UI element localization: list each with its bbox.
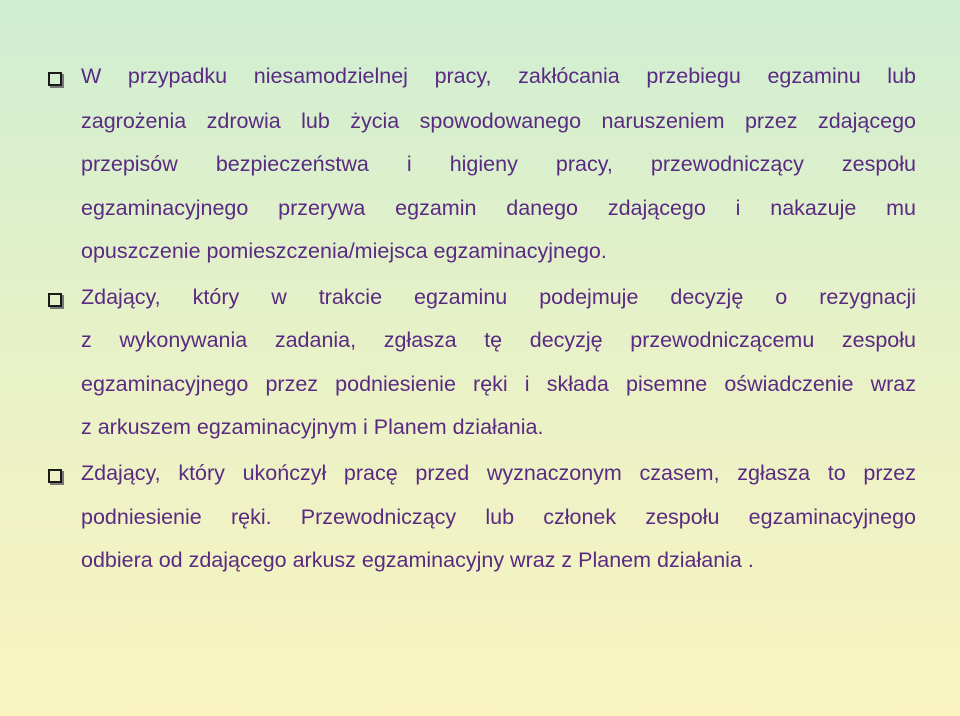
bullet-3-line-1: Zdający, który ukończył pracę przed wyznaczonym czasem, zgłasza to przez [81, 461, 916, 485]
bullet-1-line-5: opuszczenie pomieszczenia/miejsca egzaminacyjnego. [81, 239, 607, 263]
bullet-2-line-4: z arkuszem egzaminacyjnym i Planem działania. [81, 415, 544, 439]
bullet-2-line-1: Zdający, który w trakcie egzaminu podejmuje decyzję o rezygnacji [81, 285, 916, 309]
bullet-3-line-3: odbiera od zdającego arkusz egzaminacyjny wraz z Planem działania . [81, 548, 754, 572]
bullet-3-line-2: podniesienie ręki. Przewodniczący lub członek zespołu egzaminacyjnego [81, 505, 916, 529]
bullet-1-line-1: W przypadku niesamodzielnej pracy, zakłócania przebiegu egzaminu lub [81, 64, 916, 88]
bullet-1-line-4: egzaminacyjnego przerywa egzamin danego zdającego i nakazuje mu [81, 196, 916, 220]
checkbox-bullet-icon [48, 469, 62, 483]
checkbox-bullet-icon [48, 293, 62, 307]
bullet-1-line-2: zagrożenia zdrowia lub życia spowodowanego naruszeniem przez zdającego [81, 109, 916, 133]
bullet-2-line-3: egzaminacyjnego przez podniesienie ręki i składa pisemne oświadczenie wraz [81, 372, 916, 396]
bullet-1-line-3: przepisów bezpieczeństwa i higieny pracy, przewodniczący zespołu [81, 152, 916, 176]
checkbox-bullet-icon [48, 72, 62, 86]
bullet-2-line-2: z wykonywania zadania, zgłasza tę decyzję przewodniczącemu zespołu [81, 328, 916, 352]
